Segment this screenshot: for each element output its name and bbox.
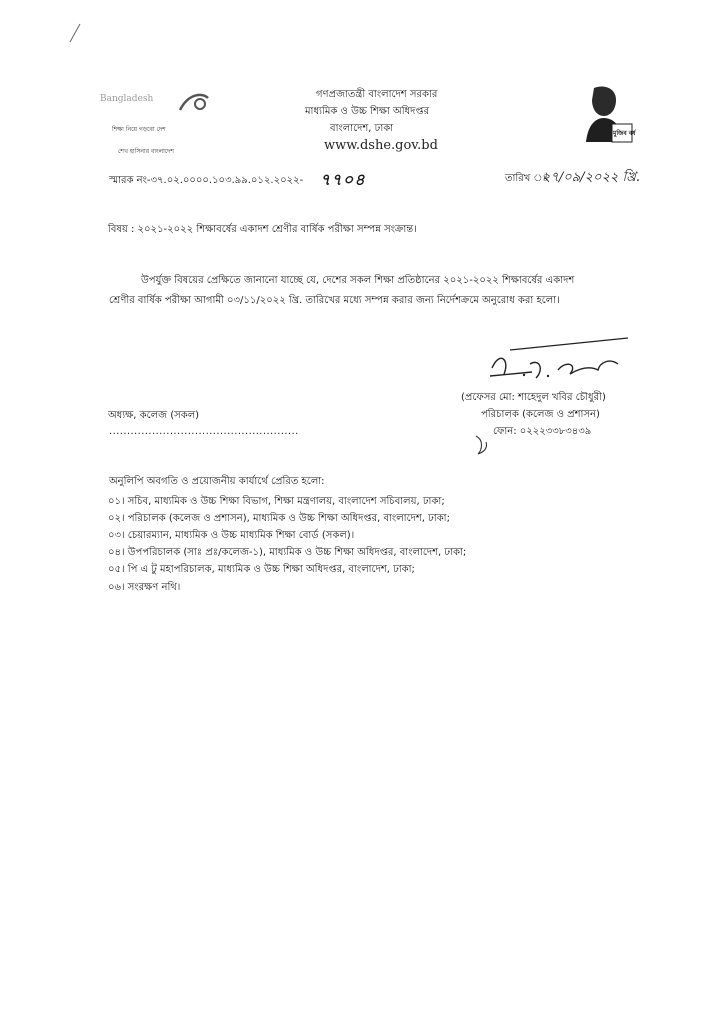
signatory-designation: পরিচালক (কলেজ ও প্রশাসন) bbox=[481, 409, 600, 420]
copy-item-4: ০৪। উপপরিচালক (সাঃ প্রঃ/কলেজ-১), মাধ্যমিক ও উচ্চ শিক্ষা অধিদপ্তর, বাংলাদেশ, ঢাকা; bbox=[108, 547, 467, 558]
header-directorate: মাধ্যমিক ও উচ্চ শিক্ষা অধিদপ্তর bbox=[305, 106, 430, 117]
subject-line: বিষয় : ২০২১-২০২২ শিক্ষাবর্ষের একাদশ শ্রেণীর বার্ষিক পরীক্ষা সম্পন্ন সংক্রান্ত। bbox=[108, 224, 417, 235]
date-label: তারিখ ঃ bbox=[505, 173, 548, 184]
swoosh-icon bbox=[176, 88, 212, 118]
copy-item-6: ০৬। সংরক্ষণ নথি। bbox=[108, 582, 181, 593]
copy-item-1: ০১। সচিব, মাধ্যমিক ও উচ্চ শিক্ষা বিভাগ, শিক্ষা মন্ত্রণালয়, বাংলাদেশ সচিবালয়, ঢাকা; bbox=[108, 496, 445, 507]
initial-mark bbox=[470, 430, 498, 458]
signatory-name: (প্রফেসর মো: শাহেদুল খবির চৌধুরী) bbox=[461, 392, 606, 403]
mujib-borsho-emblem bbox=[582, 84, 634, 148]
addressee: অধ্যক্ষ, কলেজ (সকল) bbox=[108, 410, 200, 421]
emblem-label: মুজিব বর্ষ bbox=[613, 130, 636, 137]
copy-item-2: ০২। পরিচালক (কলেজ ও প্রশাসন), মাধ্যমিক ও উচ্চ শিক্ষা অধিদপ্তর, বাংলাদেশ, ঢাকা; bbox=[108, 513, 450, 524]
body-paragraph-line-2: শ্রেণীর বার্ষিক পরীক্ষা আগামী ০৩/১১/২০২২ খ্রি. তারিখের মধ্যে সম্পন্ন করার জন্য নির্দেশক্রমে অনুরোধ করা হলো। bbox=[109, 295, 560, 306]
signatory-phone: ফোন: ০২২২৩৩৮৩৪৩৯ bbox=[493, 426, 592, 437]
pen-scratch-mark bbox=[68, 22, 82, 44]
body-paragraph-line-1: উপর্যুক্ত বিষয়ের প্রেক্ষিতে জানানো যাচ্ছে যে, দেশের সকল শিক্ষা প্রতিষ্ঠানের ২০২১-২০২২ শিক্ষাবর্ষের একাদশ bbox=[141, 275, 575, 286]
slogan-line-1: শিক্ষা নিয়ে গড়বো দেশ bbox=[112, 126, 166, 133]
slogan-logo bbox=[96, 88, 216, 122]
copy-item-3: ০৩। চেয়ারম্যান, মাধ্যমিক ও উচ্চ মাধ্যমিক শিক্ষা বোর্ড (সকল)। bbox=[108, 530, 355, 541]
copy-item-5: ০৫। পি এ টু মহাপরিচালক, মাধ্যমিক ও উচ্চ শিক্ষা অধিদপ্তর, বাংলাদেশ, ঢাকা; bbox=[108, 564, 415, 575]
header-website: www.dshe.gov.bd bbox=[324, 138, 438, 153]
addressee-dotted-line: ..................................................... bbox=[109, 426, 299, 437]
date-value: ২৭/০৯/২০২২ খ্রি. bbox=[542, 170, 641, 185]
logo-text: Bangladesh bbox=[100, 94, 154, 104]
memo-reference: স্মারক নং-৩৭.০২.০০০০.১০৩.৯৯.০১২.২০২২- bbox=[109, 175, 304, 186]
header-government: গণপ্রজাতন্ত্রী বাংলাদেশ সরকার bbox=[316, 89, 438, 100]
slogan-line-2: শেখ হাসিনার বাংলাদেশ bbox=[118, 148, 174, 155]
memo-handwritten-number: ৭৭০৪ bbox=[320, 170, 366, 189]
handwritten-signature bbox=[470, 330, 635, 385]
copy-intro: অনুলিপি অবগতি ও প্রয়োজনীয় কার্যার্থে প্রেরিত হলো: bbox=[109, 476, 325, 487]
header-location: বাংলাদেশ, ঢাকা bbox=[330, 123, 394, 134]
